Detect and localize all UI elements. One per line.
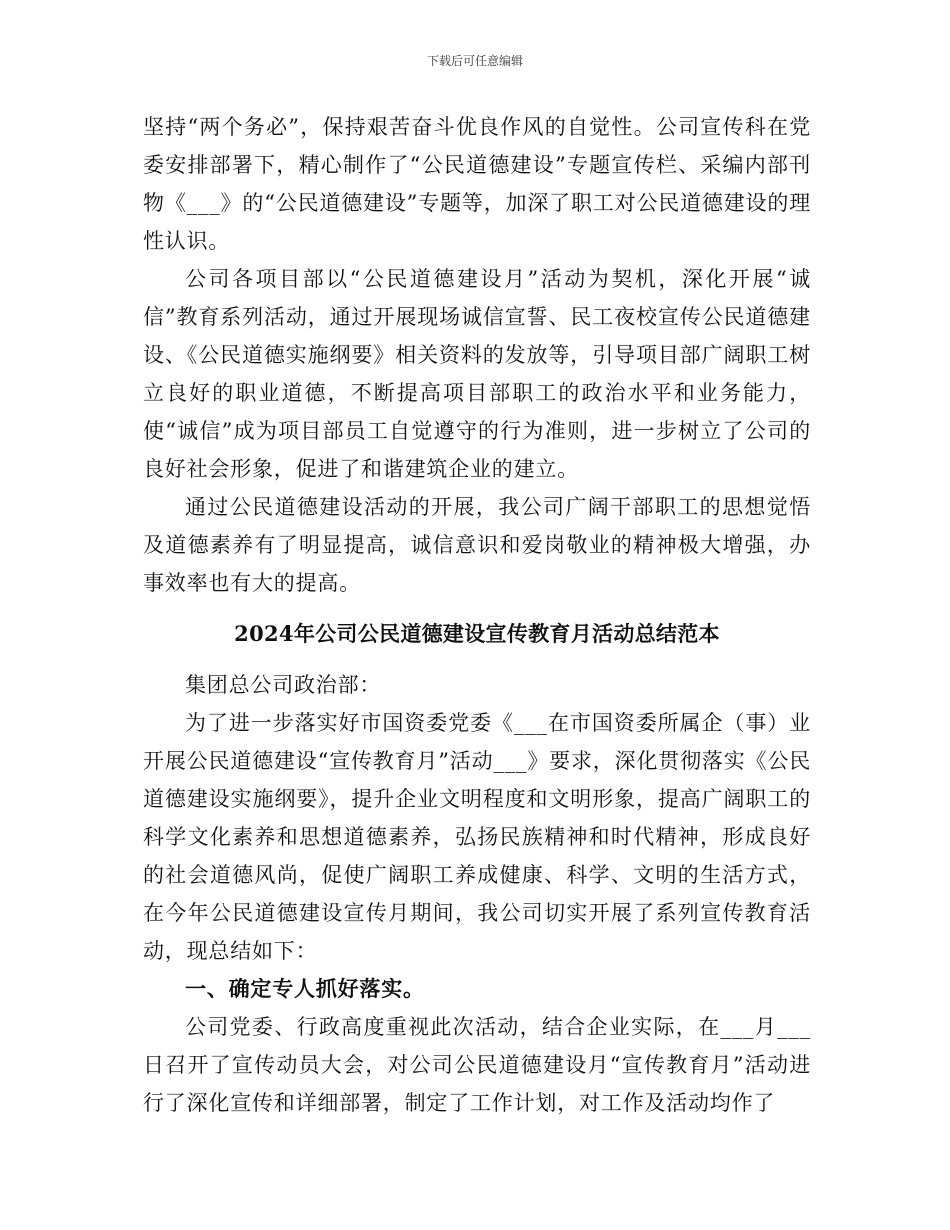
paragraph-continuation: 坚持“两个务必”，保持艰苦奋斗优良作风的自觉性。公司宣传科在党委安排部署下，精心制作了“公民道德建设”专题宣传栏、采编内部刊物《___》的“公民道德建设”专题等，加深了职工对公民道德建设的理性认识。 xyxy=(143,115,811,253)
paragraph-project-departments: 公司各项目部以“公民道德建设月”活动为契机，深化开展“诚信”教育系列活动，通过开展现场诚信宣誓、民工夜校宣传公民道德建设、《公民道德实施纲要》相关资料的发放等，引导项目部广阔职工树立良好的职业道德，不断提高项目部职工的政治水平和业务能力，使“诚信”成为项目部员工自觉遵守的行为准则，进一步树立了公司的良好社会形象，促进了和谐建筑企业的建立。 xyxy=(143,267,811,481)
document-body xyxy=(143,108,811,1122)
paragraph-section-1: 公司党委、行政高度重视此次活动，结合企业实际，在___月___日召开了宣传动员大会，对公司公民道德建设月“宣传教育月”活动进行了深化宣传和详细部署，制定了工作计划，对工作及活动均作了 xyxy=(143,1015,811,1115)
salutation: 集团总公司政治部： xyxy=(185,673,382,697)
paragraph-intro: 为了进一步落实好市国资委党委《___在市国资委所属企（事）业开展公民道德建设“宣传教育月”活动___》要求，深化贯彻落实《公民道德建设实施纲要》，提升企业文明程度和文明形象，提高广阔职工的科学文化素养和思想道德素养，弘扬民族精神和时代精神，形成良好的社会道德风尚，促使广阔职工养成健康、科学、文明的生活方式，在今年公民道德建设宣传月期间，我公司切实开展了系列宣传教育活动，现总结如下： xyxy=(143,711,811,963)
paragraph-results: 通过公民道德建设活动的开展，我公司广阔干部职工的思想觉悟及道德素养有了明显提高，诚信意识和爱岗敬业的精神极大增强，办事效率也有大的提高。 xyxy=(143,495,811,595)
page-header: 下载后可任意编辑 xyxy=(426,54,523,68)
document-title: 2024年公司公民道德建设宣传教育月活动总结范本 xyxy=(234,621,720,646)
section-heading-1: 一、确定专人抓好落实。 xyxy=(185,976,425,1001)
